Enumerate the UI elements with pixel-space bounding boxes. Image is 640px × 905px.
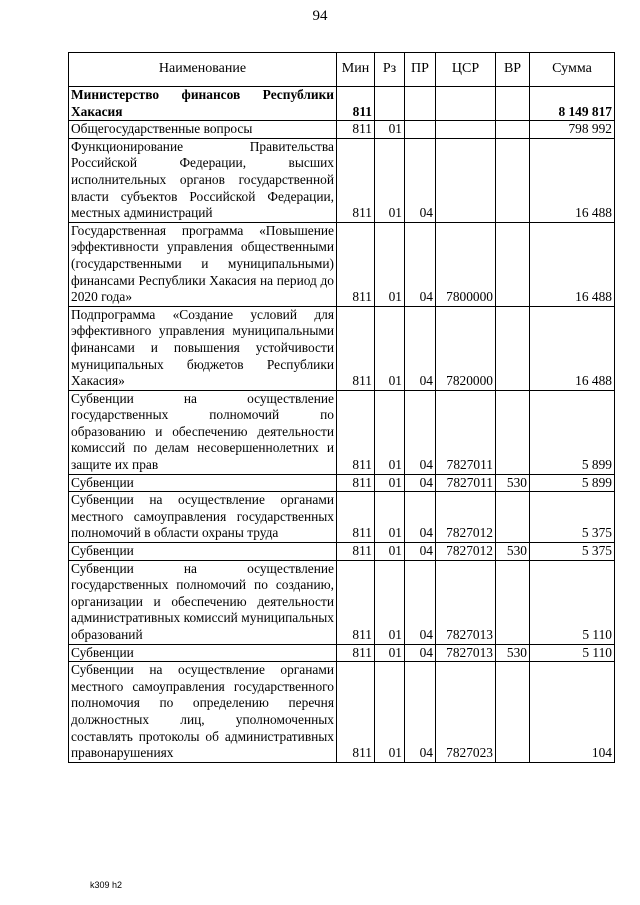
- header-vr: ВР: [496, 53, 530, 87]
- cell-rz: [375, 87, 405, 121]
- cell-name: Субвенции на осуществление органами местного самоуправления государственного полномочия по определению перечня должностных лиц, уполномоченных составлять протоколы об административных правонарушениях: [69, 662, 337, 763]
- table-row: [69, 87, 615, 121]
- table-row: [69, 662, 615, 763]
- header-sum: Сумма: [530, 53, 615, 87]
- cell-vr: [496, 492, 530, 543]
- table-row: [69, 644, 615, 662]
- cell-pr: 04: [405, 222, 436, 306]
- cell-name: Министерство финансов Республики Хакасия: [69, 87, 337, 121]
- cell-rz: 01: [375, 390, 405, 474]
- table-row: [69, 121, 615, 139]
- cell-name: Общегосударственные вопросы: [69, 121, 337, 139]
- cell-sum: 798 992: [530, 121, 615, 139]
- cell-name: Функционирование Правительства Российской Федерации, высших исполнительных органов государственной власти субъектов Российской Федерации, местных администраций: [69, 138, 337, 222]
- cell-vr: 530: [496, 543, 530, 561]
- table-row: [69, 543, 615, 561]
- cell-pr: 04: [405, 662, 436, 763]
- cell-min: 811: [337, 306, 375, 390]
- cell-vr: [496, 121, 530, 139]
- cell-csr: 7820000: [436, 306, 496, 390]
- cell-vr: [496, 87, 530, 121]
- cell-name: Субвенции: [69, 543, 337, 561]
- cell-vr: [496, 560, 530, 644]
- cell-min: 811: [337, 121, 375, 139]
- cell-min: 811: [337, 662, 375, 763]
- cell-sum: 104: [530, 662, 615, 763]
- cell-csr: 7827013: [436, 560, 496, 644]
- cell-sum: 5 110: [530, 560, 615, 644]
- page-number: 94: [312, 8, 328, 24]
- cell-min: 811: [337, 390, 375, 474]
- table-row: [69, 138, 615, 222]
- cell-vr: [496, 222, 530, 306]
- cell-pr: 04: [405, 306, 436, 390]
- cell-min: 811: [337, 87, 375, 121]
- cell-csr: 7827013: [436, 644, 496, 662]
- cell-csr: 7827012: [436, 492, 496, 543]
- cell-vr: [496, 138, 530, 222]
- cell-rz: 01: [375, 222, 405, 306]
- cell-min: 811: [337, 492, 375, 543]
- cell-sum: 16 488: [530, 138, 615, 222]
- cell-pr: [405, 121, 436, 139]
- cell-name: Субвенции на осуществление государственных полномочий по образованию и обеспечению деятельности комиссий по делам несовершеннолетних и защите их прав: [69, 390, 337, 474]
- cell-rz: 01: [375, 543, 405, 561]
- cell-csr: [436, 87, 496, 121]
- cell-pr: 04: [405, 543, 436, 561]
- cell-csr: [436, 121, 496, 139]
- cell-csr: 7827023: [436, 662, 496, 763]
- cell-vr: 530: [496, 474, 530, 492]
- cell-min: 811: [337, 222, 375, 306]
- cell-pr: 04: [405, 492, 436, 543]
- table-row: [69, 492, 615, 543]
- cell-csr: 7827011: [436, 390, 496, 474]
- table-row: [69, 390, 615, 474]
- cell-sum: 5 375: [530, 543, 615, 561]
- cell-pr: [405, 87, 436, 121]
- table-row: [69, 474, 615, 492]
- table-body: [69, 87, 615, 763]
- cell-csr: [436, 138, 496, 222]
- cell-vr: [496, 306, 530, 390]
- table-header-row: [69, 53, 615, 87]
- cell-name: Субвенции: [69, 474, 337, 492]
- header-pr: ПР: [405, 53, 436, 87]
- cell-rz: 01: [375, 474, 405, 492]
- cell-name: Субвенции на осуществление государственных полномочий по созданию, организации и обеспечению деятельности административных комиссий муниципальных образований: [69, 560, 337, 644]
- cell-csr: 7827012: [436, 543, 496, 561]
- cell-pr: 04: [405, 644, 436, 662]
- cell-sum: 5 899: [530, 474, 615, 492]
- cell-min: 811: [337, 543, 375, 561]
- cell-vr: 530: [496, 644, 530, 662]
- cell-pr: 04: [405, 560, 436, 644]
- cell-name: Субвенции на осуществление органами местного самоуправления государственных полномочий в области охраны труда: [69, 492, 337, 543]
- header-rz: Рз: [375, 53, 405, 87]
- header-min: Мин: [337, 53, 375, 87]
- cell-rz: 01: [375, 560, 405, 644]
- cell-pr: 04: [405, 138, 436, 222]
- cell-name: Подпрограмма «Создание условий для эффективного управления муниципальными финансами и повышения устойчивости муниципальных бюджетов Республики Хакасия»: [69, 306, 337, 390]
- cell-sum: 8 149 817: [530, 87, 615, 121]
- footer-code: k309 h2: [90, 880, 123, 890]
- cell-sum: 5 899: [530, 390, 615, 474]
- table-row: [69, 560, 615, 644]
- table-row: [69, 222, 615, 306]
- budget-table: [68, 52, 615, 763]
- cell-name: Государственная программа «Повышение эффективности управления общественными (государственными и муниципальными) финансами Республики Хакасия на период до 2020 года»: [69, 222, 337, 306]
- cell-sum: 16 488: [530, 306, 615, 390]
- cell-pr: 04: [405, 390, 436, 474]
- cell-min: 811: [337, 644, 375, 662]
- cell-min: 811: [337, 560, 375, 644]
- cell-rz: 01: [375, 138, 405, 222]
- cell-vr: [496, 662, 530, 763]
- table-row: [69, 306, 615, 390]
- header-name: Наименование: [69, 53, 337, 87]
- cell-rz: 01: [375, 644, 405, 662]
- cell-pr: 04: [405, 474, 436, 492]
- cell-sum: 5 375: [530, 492, 615, 543]
- cell-rz: 01: [375, 492, 405, 543]
- cell-min: 811: [337, 138, 375, 222]
- cell-rz: 01: [375, 662, 405, 763]
- cell-vr: [496, 390, 530, 474]
- cell-sum: 5 110: [530, 644, 615, 662]
- cell-csr: 7827011: [436, 474, 496, 492]
- cell-rz: 01: [375, 306, 405, 390]
- cell-name: Субвенции: [69, 644, 337, 662]
- header-csr: ЦСР: [436, 53, 496, 87]
- cell-rz: 01: [375, 121, 405, 139]
- cell-sum: 16 488: [530, 222, 615, 306]
- cell-csr: 7800000: [436, 222, 496, 306]
- cell-min: 811: [337, 474, 375, 492]
